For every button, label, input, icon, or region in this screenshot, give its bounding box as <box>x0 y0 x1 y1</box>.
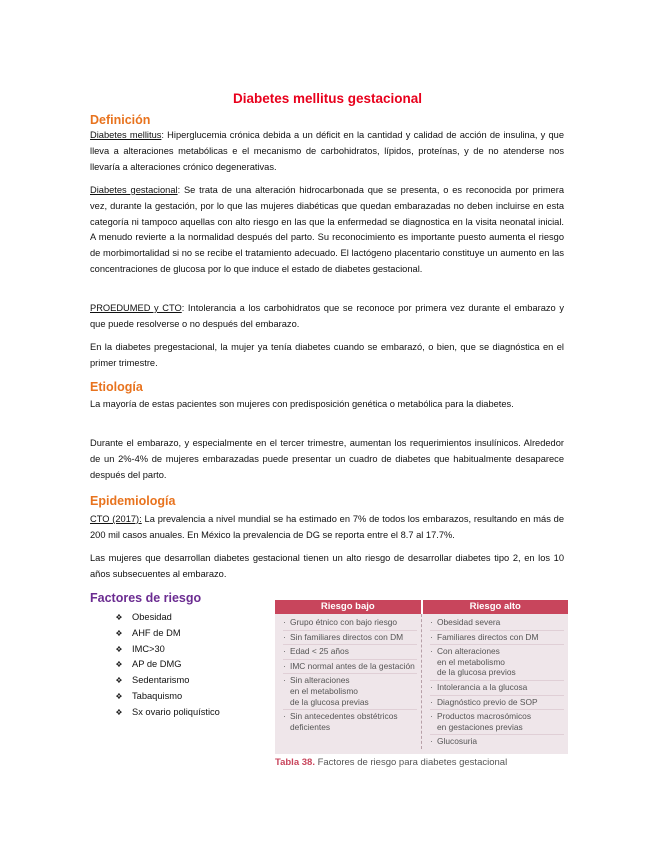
bullet-dot-icon: · <box>430 711 433 722</box>
header-riesgo-bajo: Riesgo bajo <box>320 600 375 612</box>
table-row <box>283 616 417 631</box>
table-row <box>430 735 564 749</box>
table-row <box>283 710 417 734</box>
risk-factor-label: AP de DMG <box>132 659 182 670</box>
risk-factor-item <box>112 657 220 673</box>
risk-factor-list <box>112 610 220 721</box>
heading-factores-riesgo: Factores de riesgo <box>90 591 202 605</box>
risk-factor-item <box>112 626 220 642</box>
paragraph-pregestacional: En la diabetes pregestacional, la mujer ya tenía diabetes cuando se embarazó, o bien, que se diagnóstica en el primer trimestre. <box>90 342 564 368</box>
table-cell-text: Con alteraciones en el metabolismo de la glucosa previos <box>437 646 516 678</box>
table-cell-text: Edad < 25 años <box>290 646 349 657</box>
table-cell-text: Intolerancia a la glucosa <box>437 681 528 692</box>
table-cell-text: Familiares directos con DM <box>437 631 539 642</box>
table-row <box>283 660 417 675</box>
term-diabetes-gestacional: Diabetes gestacional <box>90 185 178 195</box>
risk-factor-label: Sx ovario poliquístico <box>132 706 220 717</box>
paragraph-proedumed <box>90 301 564 333</box>
risk-table-header <box>275 600 568 614</box>
bullet-dot-icon: · <box>430 681 433 692</box>
bullet-dot-icon: · <box>283 660 286 671</box>
table-cell-text: Diagnóstico previo de SOP <box>437 696 538 707</box>
risk-factor-label: Tabaquismo <box>132 690 183 701</box>
bullet-dot-icon: · <box>283 631 286 642</box>
paragraph-epidemiologia-1 <box>90 512 564 544</box>
paragraph-etiologia-2: Durante el embarazo, y especialmente en el tercer trimestre, aumentan los requerimientos insulínicos. Alrededor de un 2%-4% de mujeres embarazadas puede presentar un cuadro de diabetes que habitualmente desaparece después del parto. <box>90 438 564 480</box>
table-cell-text: Grupo étnico con bajo riesgo <box>290 617 398 627</box>
table-cell-text: Sin familiares directos con DM <box>290 631 404 642</box>
risk-factor-item <box>112 689 220 705</box>
paragraph-epidemiologia-2: Las mujeres que desarrollan diabetes gestacional tienen un alto riesgo de desarrollar diabetes tipo 2, en los 10 años subsecuentes al embarazo. <box>90 553 564 579</box>
risk-factor-label: Obesidad <box>132 612 172 622</box>
diamond-bullet-icon: ❖ <box>115 707 123 717</box>
risk-factor-label: AHF de DM <box>132 627 181 638</box>
text-diabetes-mellitus: : Hiperglucemia crónica debida a un déficit en la cantidad y calidad de acción de insulina, y que lleva a alteraciones metabólicas e el mecanismo de carbohidratos, lípidos, proteínas, y de no atenderse nos llevaría a alteraciones crónico degenerativas. <box>90 130 564 172</box>
term-proedumed: PROEDUMED y CTO <box>90 303 182 313</box>
text-diabetes-gestacional: : Se trata de una alteración hidrocarbonada que se presenta, o es reconocida por primera vez, durante la gestación, por lo que las mujeres diabéticas que quedan embarazadas no deben incluirse en esta categoría ni tampoco aquellas con alto riesgo en las que la enfermedad se diagnostica en la visita neonatal inicial. A menudo revierte a la normalidad después del parto. Su reconocimiento es importante puesto aumenta el riesgo de morbimortalidad si no se recibe el tratamiento adecuado. El lactógeno placentario constituye un aumento en las concentraciones de glucosa por lo que induce el estado de diabetes gestacional. <box>90 185 564 274</box>
table-row <box>430 616 564 631</box>
caption-label: Tabla 38. <box>275 757 315 768</box>
document-title: Diabetes mellitus gestacional <box>232 91 423 106</box>
table-cell-text: Glucosuria <box>437 736 478 747</box>
diamond-bullet-icon: ❖ <box>115 660 123 670</box>
heading-epidemiologia: Epidemiología <box>90 494 176 508</box>
column-riesgo-alto <box>421 614 568 749</box>
table-row <box>430 696 564 711</box>
risk-factor-item <box>112 673 220 689</box>
risk-factor-item <box>112 610 220 626</box>
bullet-dot-icon: · <box>430 646 433 657</box>
table-row <box>430 710 564 735</box>
diamond-bullet-icon: ❖ <box>115 691 123 701</box>
term-diabetes-mellitus: Diabetes mellitus <box>90 130 162 140</box>
header-riesgo-alto: Riesgo alto <box>421 600 569 614</box>
diamond-bullet-icon: ❖ <box>115 676 123 686</box>
diamond-bullet-icon: ❖ <box>115 613 123 622</box>
table-row <box>283 674 417 710</box>
diamond-bullet-icon: ❖ <box>115 644 123 654</box>
table-row <box>430 631 564 646</box>
table-cell-text: IMC normal antes de la gestación <box>290 660 415 671</box>
table-row <box>283 631 417 646</box>
table-cell-text: Sin antecedentes obstétricos deficientes <box>290 711 398 732</box>
paragraph-diabetes-mellitus <box>90 128 564 175</box>
risk-factor-item <box>112 705 220 721</box>
column-riesgo-bajo <box>275 614 421 749</box>
bullet-dot-icon: · <box>283 646 286 657</box>
table-row <box>430 645 564 681</box>
table-row <box>283 645 417 660</box>
bullet-dot-icon: · <box>283 617 286 627</box>
table-cell-text: Obesidad severa <box>437 617 501 627</box>
table-caption <box>275 757 507 768</box>
table-cell-text: Sin alteraciones en el metabolismo de la glucosa previas <box>290 675 369 707</box>
risk-factor-label: Sedentarismo <box>132 675 190 686</box>
bullet-dot-icon: · <box>430 696 433 707</box>
paragraph-etiologia-1: La mayoría de estas pacientes son mujeres con predisposición genética o metabólica para la diabetes. <box>90 399 514 409</box>
heading-definicion: Definición <box>90 113 151 127</box>
bullet-dot-icon: · <box>283 711 286 722</box>
text-proedumed: : Intolerancia a los carbohidratos que se reconoce por primera vez durante el embarazo y que puede resolverse o no después del embarazo. <box>90 303 564 329</box>
bullet-dot-icon: · <box>430 736 433 747</box>
table-row <box>430 681 564 696</box>
caption-text: Factores de riesgo para diabetes gestacional <box>314 757 508 768</box>
diamond-bullet-icon: ❖ <box>115 628 123 638</box>
table-cell-text: Productos macrosómicos en gestaciones previas <box>437 711 532 732</box>
heading-etiologia: Etiología <box>90 380 143 394</box>
term-cto-2017: CTO (2017): <box>90 514 142 524</box>
bullet-dot-icon: · <box>283 675 286 686</box>
risk-table <box>275 600 568 754</box>
bullet-dot-icon: · <box>430 617 433 627</box>
risk-factor-label: IMC>30 <box>132 643 165 654</box>
risk-factor-item <box>112 642 220 658</box>
text-cto-2017: La prevalencia a nivel mundial se ha estimado en 7% de todos los embarazos, resultando en más de 200 mil casos anuales. En México la prevalencia de DG se reporta entre el 8.7 al 17.7%. <box>90 514 565 540</box>
paragraph-diabetes-gestacional <box>90 183 564 278</box>
bullet-dot-icon: · <box>430 631 433 642</box>
